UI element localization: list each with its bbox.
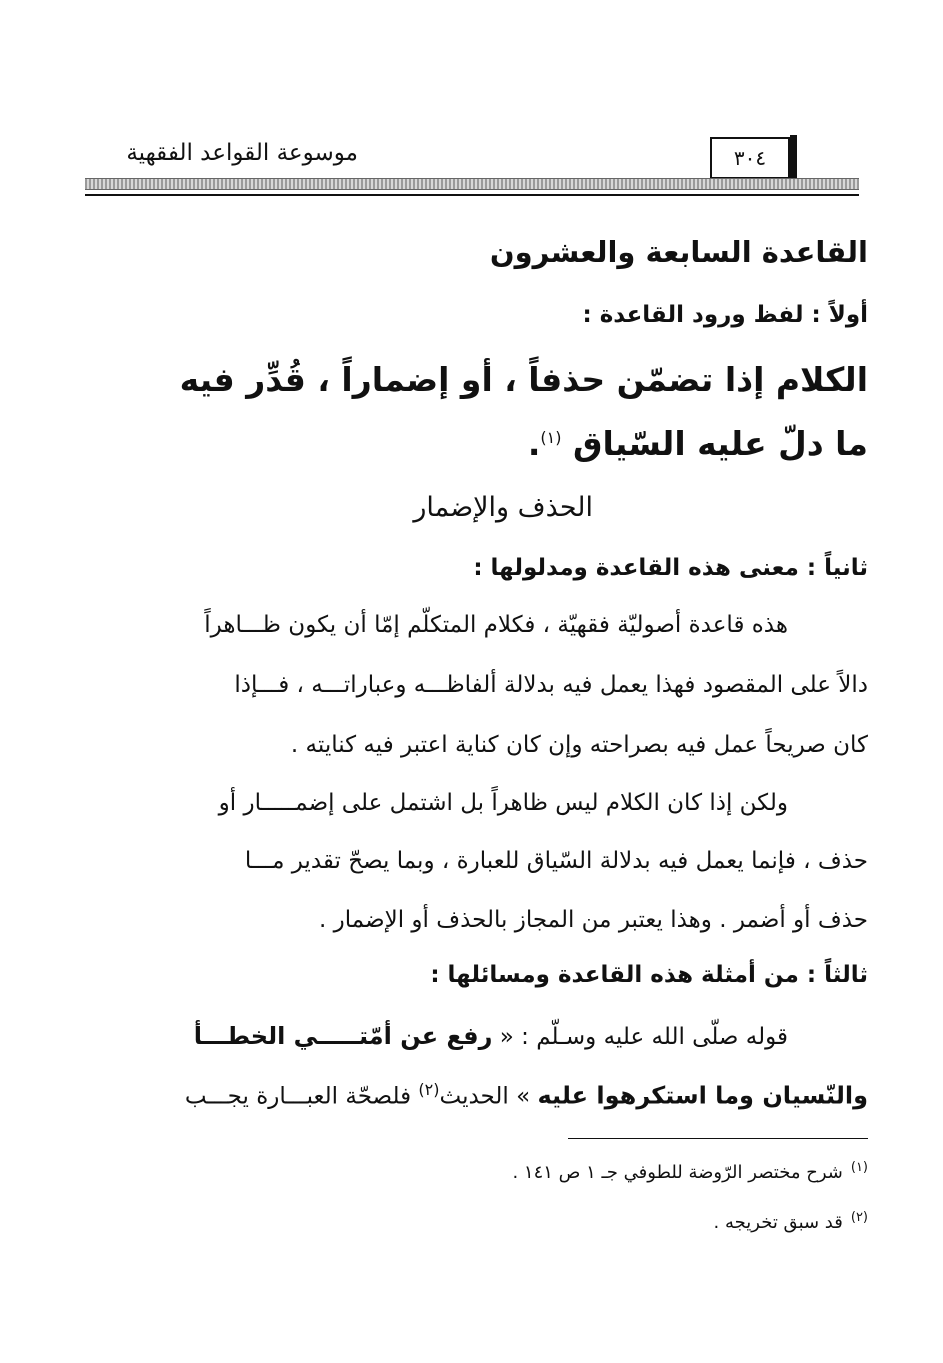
rule-text-line-1: الكلام إذا تضمّن حذفاً ، أو إضماراً ، قُدِّر فيه (179, 360, 868, 399)
footnote-ref-2: (٢) (418, 1080, 440, 1099)
book-title: موسوعة القواعد الفقهية (126, 140, 358, 166)
footnote-1 (512, 1160, 868, 1183)
rule-text-line-2-text: ما دلّ عليه السّياق (572, 424, 868, 463)
body-line: ولكن إذا كان الكلام ليس ظاهراً بل اشتمل على إضمـــــار أو (218, 790, 788, 816)
handwritten-note: الحذف والإضمار (413, 492, 593, 523)
hadith-quote-line-2 (185, 1080, 868, 1110)
body-line: حذف أو أضمر . وهذا يعتبر من المجاز بالحذف أو الإضمار . (319, 907, 868, 933)
footnote-2 (714, 1210, 868, 1233)
footnote-ref-1: (١) (540, 428, 562, 447)
quote-mid: » الحديث (439, 1083, 538, 1110)
quote-end: فلصحّة العبـــارة يجـــب (184, 1083, 419, 1110)
main-heading: القاعدة السابعة والعشرون (489, 235, 868, 269)
footnote-text: قد سبق تخريجه . (713, 1212, 843, 1233)
header-pattern-bar (85, 178, 859, 190)
body-line: كان صريحاً عمل فيه بصراحته وإن كان كناية اعتبر فيه كنايته . (290, 732, 868, 758)
footnote-separator (568, 1138, 868, 1139)
quote-prefix: قوله صلّى الله عليه وسـلّم : « (492, 1024, 788, 1050)
body-line: دالاً على المقصود فهذا يعمل فيه بدلالة ألفاظـــه وعباراتـــه ، فـــإذا (234, 672, 868, 698)
hadith-text-2: والنّسيان وما استكرهوا عليه (537, 1081, 868, 1110)
hadith-text-1: رفع عن أمّتـــــي الخطـــأ (193, 1022, 493, 1050)
footnote-text: شرح مختصر الرّوضة للطوفي جـ ١ ص ١٤١ . (512, 1162, 843, 1183)
section1-heading: أولاً : لفظ ورود القاعدة : (582, 302, 868, 328)
body-line: هذه قاعدة أصوليّة فقهيّة ، فكلام المتكلّم إمّا أن يكون ظـــاهراً (204, 612, 788, 638)
rule-text-line-2-end: . (527, 424, 541, 463)
section2-heading: ثانياً : معنى هذه القاعدة ومدلولها : (473, 555, 868, 581)
hadith-quote-line-1 (194, 1022, 788, 1050)
footnote-number: (٢) (850, 1210, 868, 1225)
rule-text-line-2 (528, 424, 868, 463)
page-number: ٣٠٤ (710, 137, 790, 179)
section3-heading: ثالثاً : من أمثلة هذه القاعدة ومسائلها : (430, 962, 868, 988)
header-rule (85, 194, 859, 196)
footnote-number: (١) (850, 1160, 868, 1175)
body-line: حذف ، فإنما يعمل فيه بدلالة السّياق للعبارة ، وبما يصحّ تقدير مـــا (244, 848, 868, 874)
